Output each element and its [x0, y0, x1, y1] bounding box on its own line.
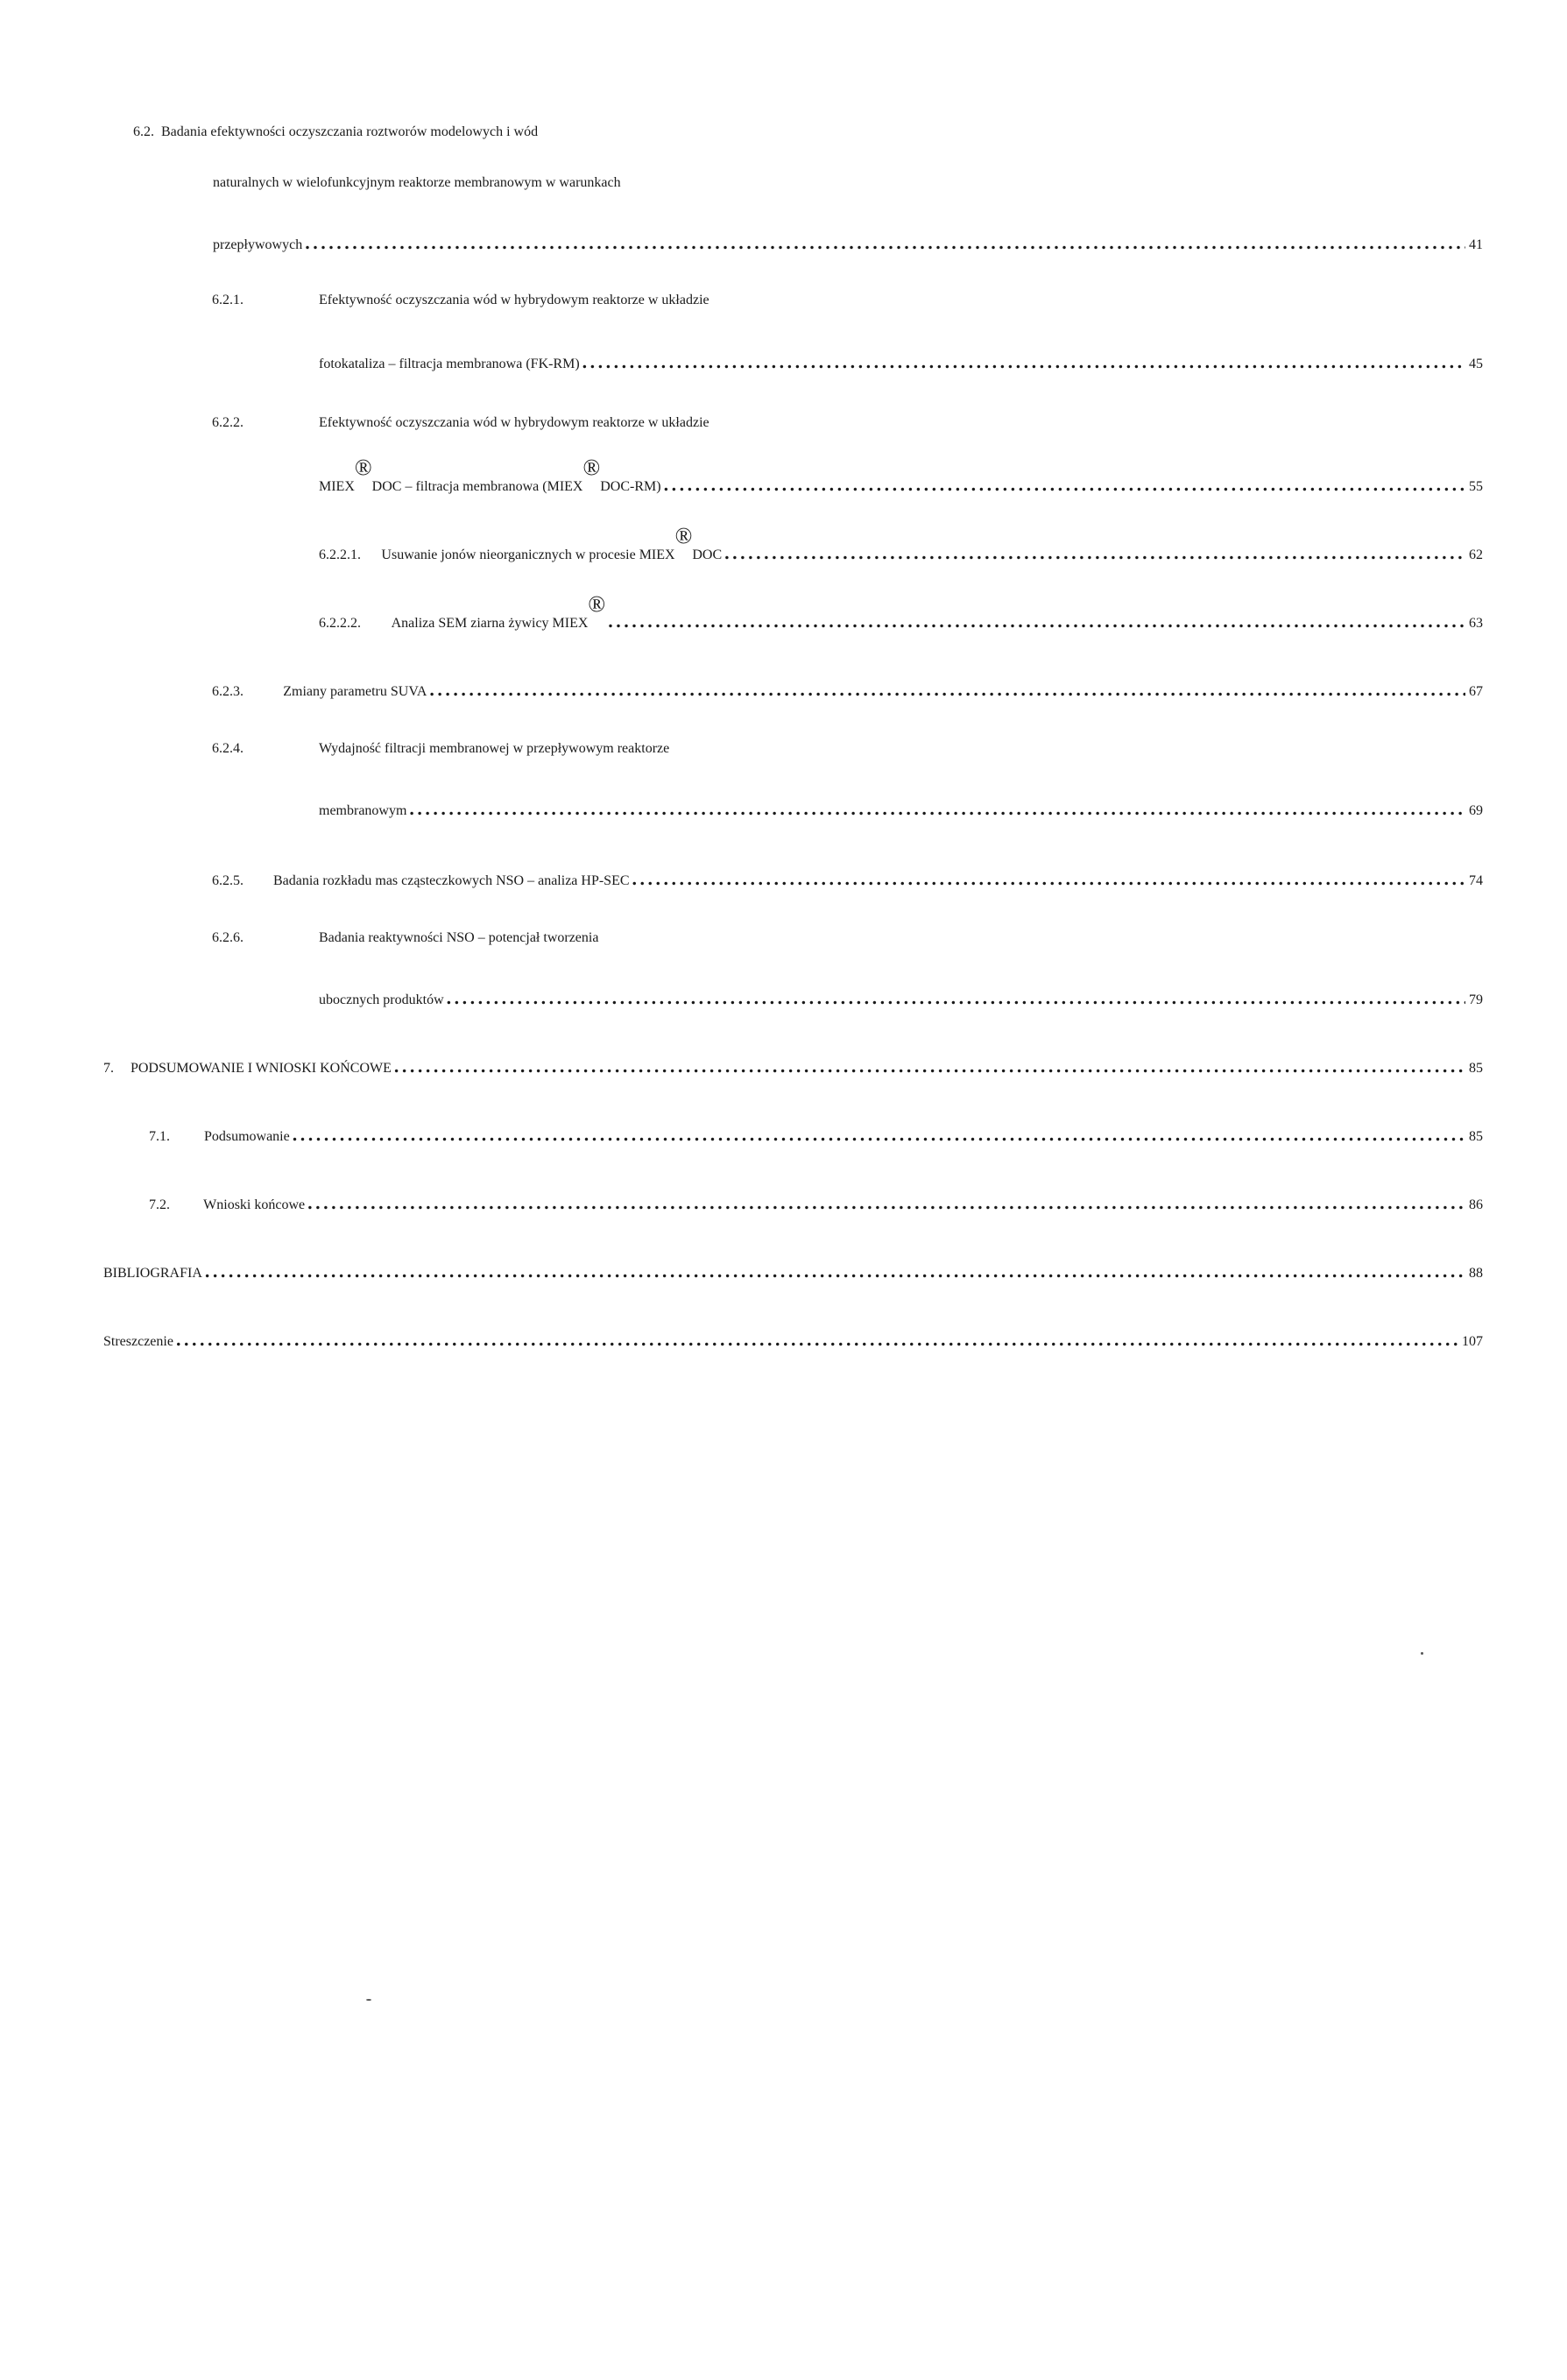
- toc-page-number: 55: [1469, 479, 1483, 494]
- toc-page-number: 79: [1469, 992, 1483, 1007]
- toc-page-number: 85: [1469, 1061, 1483, 1076]
- toc-title-line: BIBLIOGRAFIA: [103, 1266, 202, 1281]
- toc-title-line: fotokataliza – filtracja membranowa (FK-RM): [319, 357, 580, 371]
- registered-mark: ®: [674, 523, 693, 548]
- dot-leader: [582, 345, 1465, 375]
- toc-title-line: Wnioski końcowe: [203, 1197, 306, 1212]
- dot-leader: [204, 1254, 1465, 1284]
- dot-leader: [304, 226, 1465, 256]
- dot-leader: [393, 1049, 1465, 1079]
- toc-page-number: 107: [1462, 1334, 1483, 1349]
- toc-title-line: membranowym: [319, 803, 407, 818]
- dot-leader: [292, 1118, 1465, 1148]
- toc-page-number: 69: [1469, 803, 1483, 818]
- toc-title-line: Efektywność oczyszczania wód w hybrydowym reaktorze w układzie: [319, 415, 709, 430]
- toc-number: 7.1.: [149, 1129, 170, 1144]
- toc-number: 6.2.2.: [212, 415, 244, 430]
- dot-leader: [607, 604, 1465, 634]
- toc-page-number: 45: [1469, 357, 1483, 371]
- toc-title-line: przepływowych: [213, 237, 303, 252]
- dot-leader: [408, 792, 1465, 822]
- toc-title-line: Efektywność oczyszczania wód w hybrydowym reaktorze w układzie: [319, 293, 709, 307]
- toc-title-line: Podsumowanie: [203, 1129, 290, 1144]
- toc-title-line: MIEX®DOC – filtracja membranowa (MIEX®DOC-RM): [319, 455, 661, 494]
- toc-title-line: Usuwanie jonów nieorganicznych w procesie MIEX®DOC: [381, 523, 723, 562]
- toc-title-line: Badania reaktywności NSO – potencjał tworzenia: [319, 930, 599, 945]
- toc-title-line: naturalnych w wielofunkcyjnym reaktorze membranowym w warunkach: [213, 175, 621, 190]
- scan-speck: [366, 1999, 371, 2001]
- toc-number: 6.2.2.2.: [319, 616, 361, 631]
- toc-number: 6.2.4.: [212, 741, 244, 756]
- toc-number: 7.: [103, 1061, 114, 1076]
- dot-leader: [175, 1323, 1458, 1352]
- toc-title-line: Wydajność filtracji membranowej w przepływowym reaktorze: [319, 741, 670, 756]
- registered-mark: ®: [582, 455, 601, 480]
- dot-leader: [663, 468, 1465, 498]
- toc-title-line: Analiza SEM ziarna żywicy MIEX®: [391, 591, 606, 631]
- toc-title-line: ubocznych produktów: [319, 992, 444, 1007]
- toc-page-number: 41: [1469, 237, 1483, 252]
- toc-number: 6.2.1.: [212, 293, 244, 307]
- toc-page-number: 85: [1469, 1129, 1483, 1144]
- toc-page-number: 88: [1469, 1266, 1483, 1281]
- toc-title-line: Badania efektywności oczyszczania roztworów modelowych i wód: [161, 124, 539, 139]
- toc-number: 6.2.2.1.: [319, 547, 361, 562]
- dot-leader: [724, 536, 1465, 566]
- scan-speck: [1421, 1652, 1423, 1655]
- dot-leader: [307, 1186, 1465, 1216]
- toc-title-line: PODSUMOWANIE I WNIOSKI KOŃCOWE: [130, 1061, 392, 1076]
- registered-mark: ®: [588, 591, 606, 617]
- toc-page-number: 86: [1469, 1197, 1483, 1212]
- dot-leader: [428, 673, 1465, 703]
- toc-number: 6.2.3.: [212, 684, 244, 699]
- toc-page-number: 67: [1469, 684, 1483, 699]
- registered-mark: ®: [354, 455, 372, 480]
- toc-page-number: 74: [1469, 873, 1483, 888]
- toc-number: 7.2.: [149, 1197, 170, 1212]
- toc-title-line: Zmiany parametru SUVA: [283, 684, 427, 699]
- toc-number: 6.2.5.: [212, 873, 244, 888]
- toc-page-number: 63: [1469, 616, 1483, 631]
- dot-leader: [446, 981, 1465, 1011]
- toc-title-line: Streszczenie: [103, 1334, 173, 1349]
- toc-number: 6.2.: [133, 124, 154, 139]
- toc-number: 6.2.6.: [212, 930, 244, 945]
- toc-page-number: 62: [1469, 547, 1483, 562]
- toc-title-line: Badania rozkładu mas cząsteczkowych NSO – analiza HP-SEC: [272, 873, 630, 888]
- dot-leader: [632, 862, 1465, 892]
